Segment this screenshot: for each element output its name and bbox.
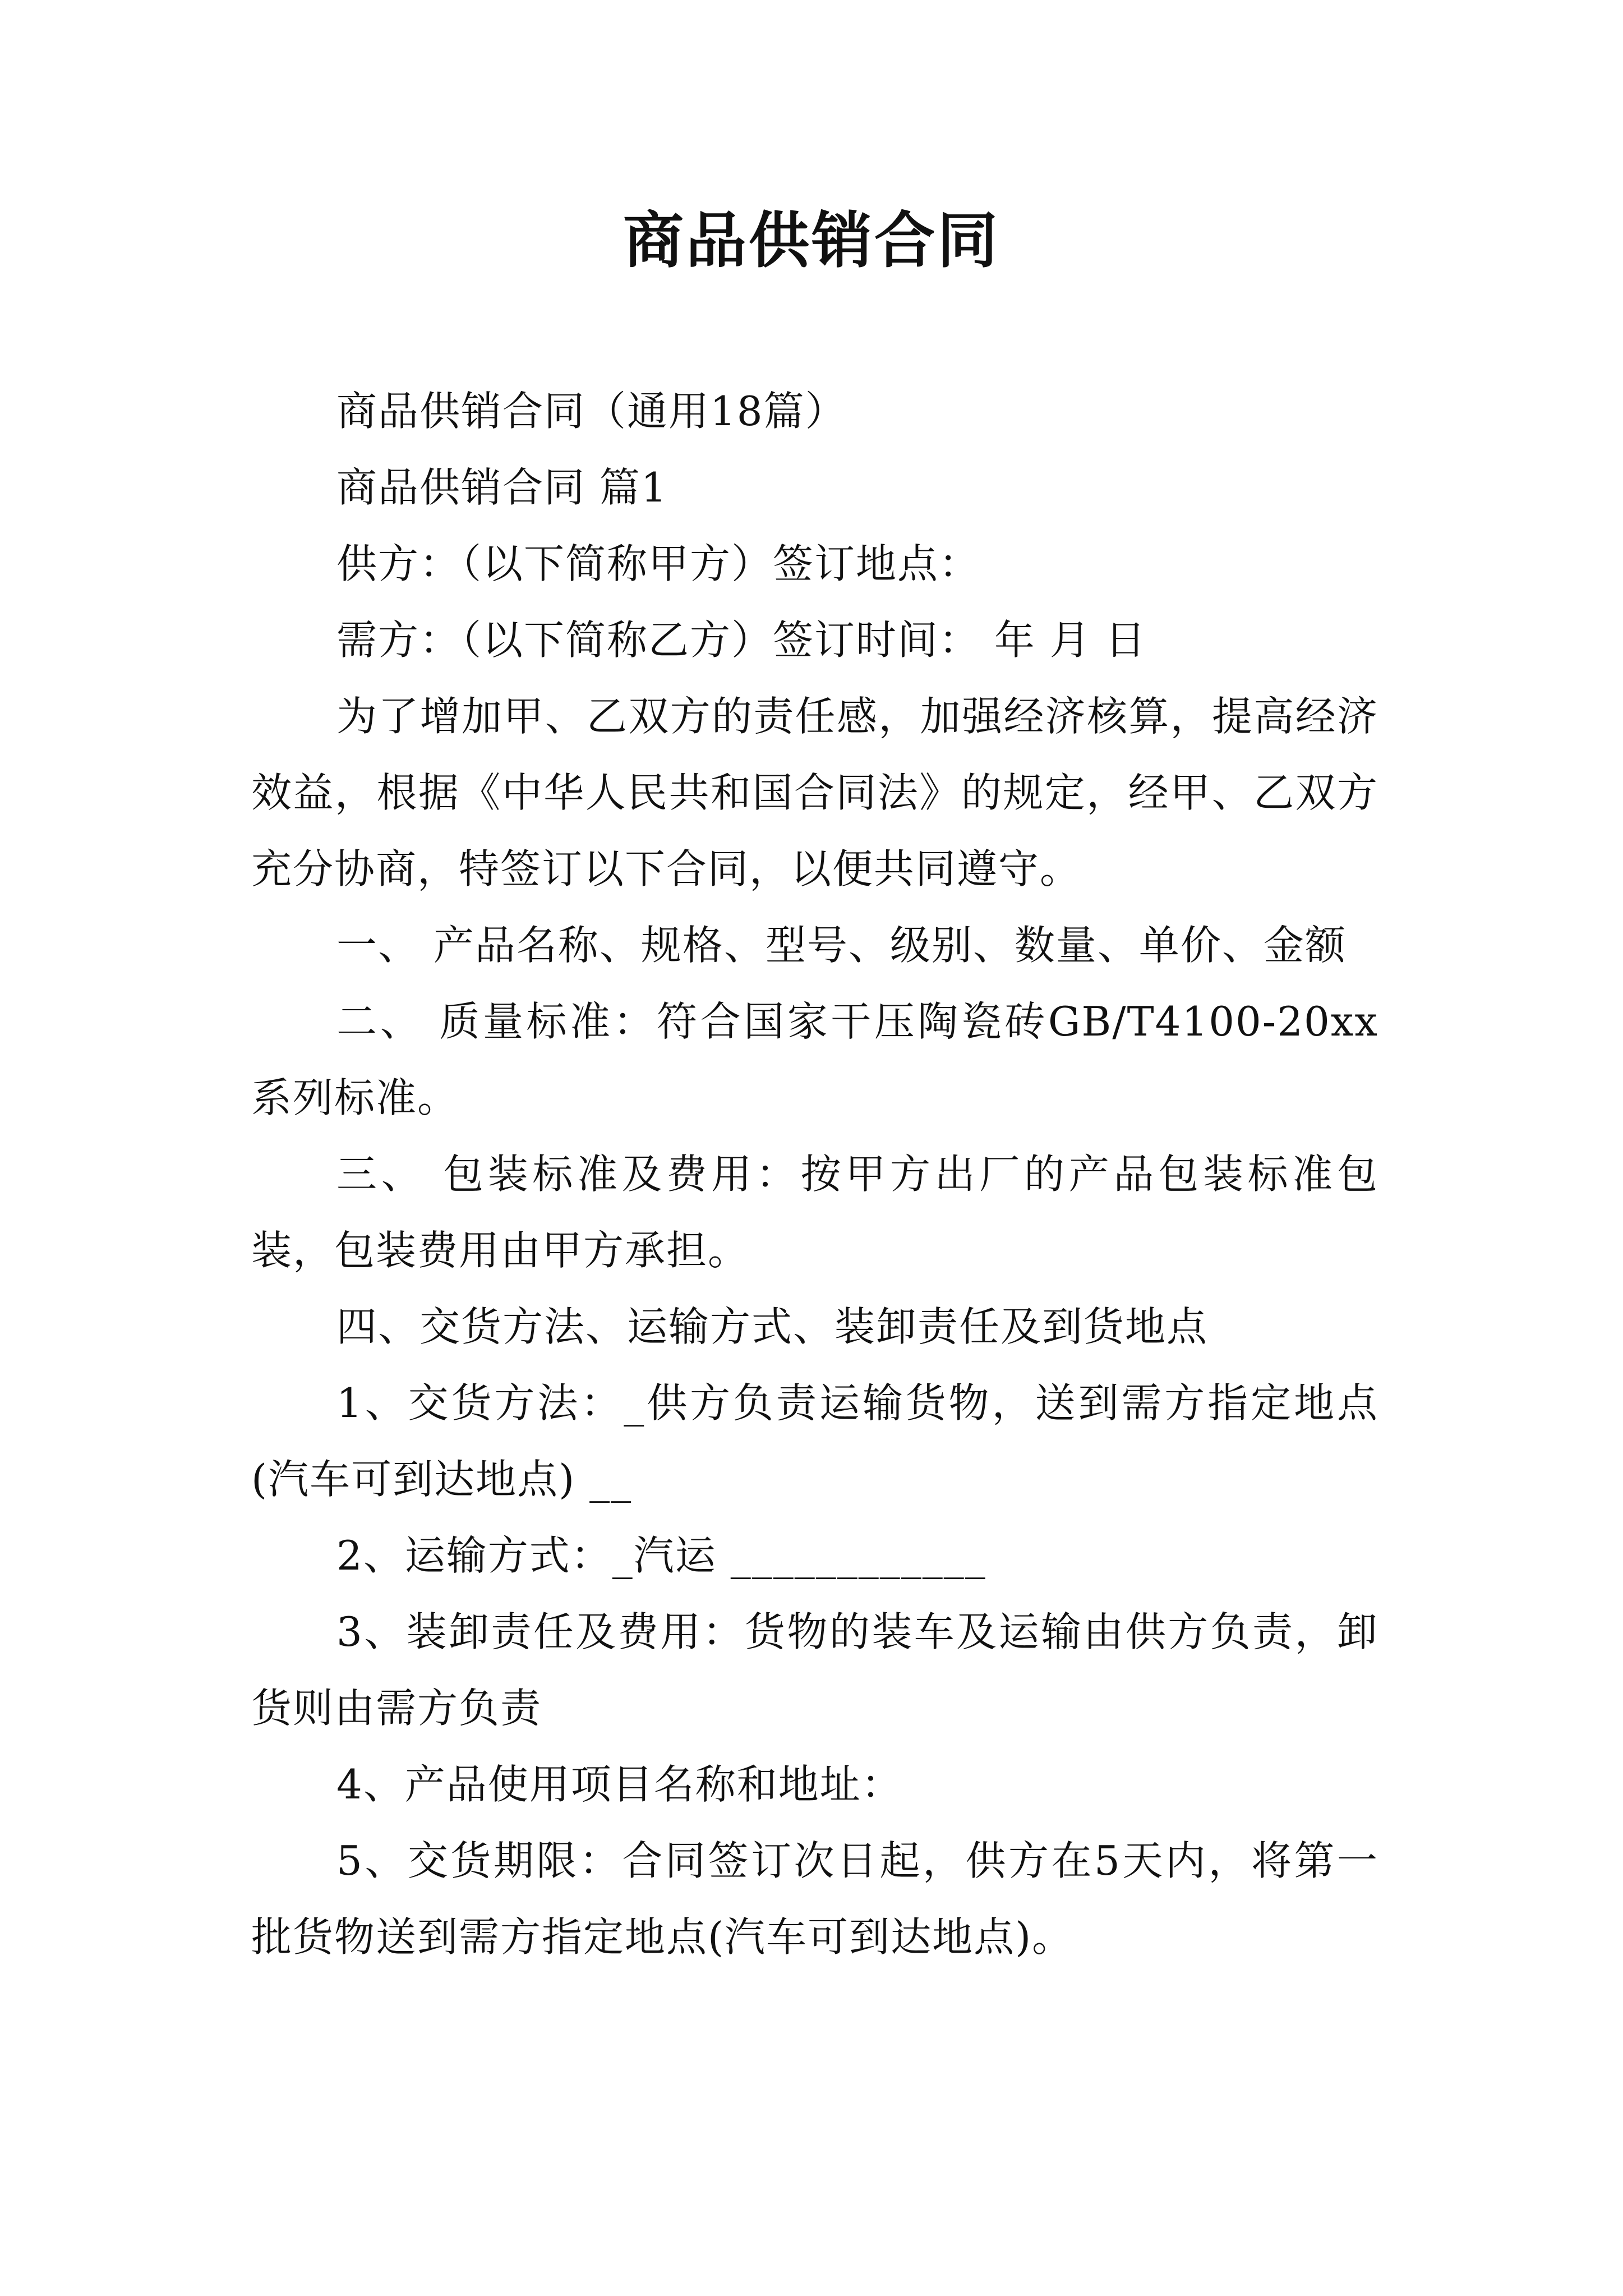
document-body [251, 373, 1378, 1975]
paragraph-clause-2: 二、 质量标准：符合国家干压陶瓷砖GB/T4100-20xx系列标准。 [251, 998, 1378, 1121]
paragraph-subtitle: 商品供销合同（通用18篇） [336, 388, 847, 435]
paragraph-item-5: 5、交货期限：合同签订次日起，供方在5天内，将第一批货物送到需方指定地点(汽车可到达地点)。 [251, 1837, 1378, 1961]
paragraph-supplier: 供方：（以下简称甲方）签订地点： [336, 540, 981, 587]
paragraph-buyer: 需方：（以下简称乙方）签订时间： 年 月 日 [336, 616, 1147, 664]
document-title: 商品供销合同 [623, 206, 1000, 276]
paragraph-item-1: 1、交货方法：_供方负责运输货物，送到需方指定地点(汽车可到达地点) __ [251, 1379, 1378, 1503]
paragraph-preamble: 为了增加甲、乙双方的责任感，加强经济核算，提高经济效益，根据《中华人民共和国合同法》的规定，经甲、乙双方充分协商，特签订以下合同，以便共同遵守。 [251, 693, 1378, 892]
paragraph-clause-3: 三、 包装标准及费用：按甲方出厂的产品包装标准包装，包装费用由甲方承担。 [251, 1151, 1378, 1274]
paragraph-clause-4: 四、交货方法、运输方式、装卸责任及到货地点 [336, 1303, 1209, 1350]
paragraph-item-2: 2、运输方式：_汽运 ____________ [336, 1532, 986, 1579]
paragraph-item-4: 4、产品使用项目名称和地址： [336, 1761, 903, 1808]
paragraph-item-3: 3、装卸责任及费用：货物的装车及运输由供方负责，卸货则由需方负责 [251, 1608, 1378, 1732]
paragraph-clause-1: 一、 产品名称、规格、型号、级别、数量、单价、金额 [336, 922, 1347, 969]
paragraph-section-heading: 商品供销合同 篇1 [336, 464, 668, 511]
